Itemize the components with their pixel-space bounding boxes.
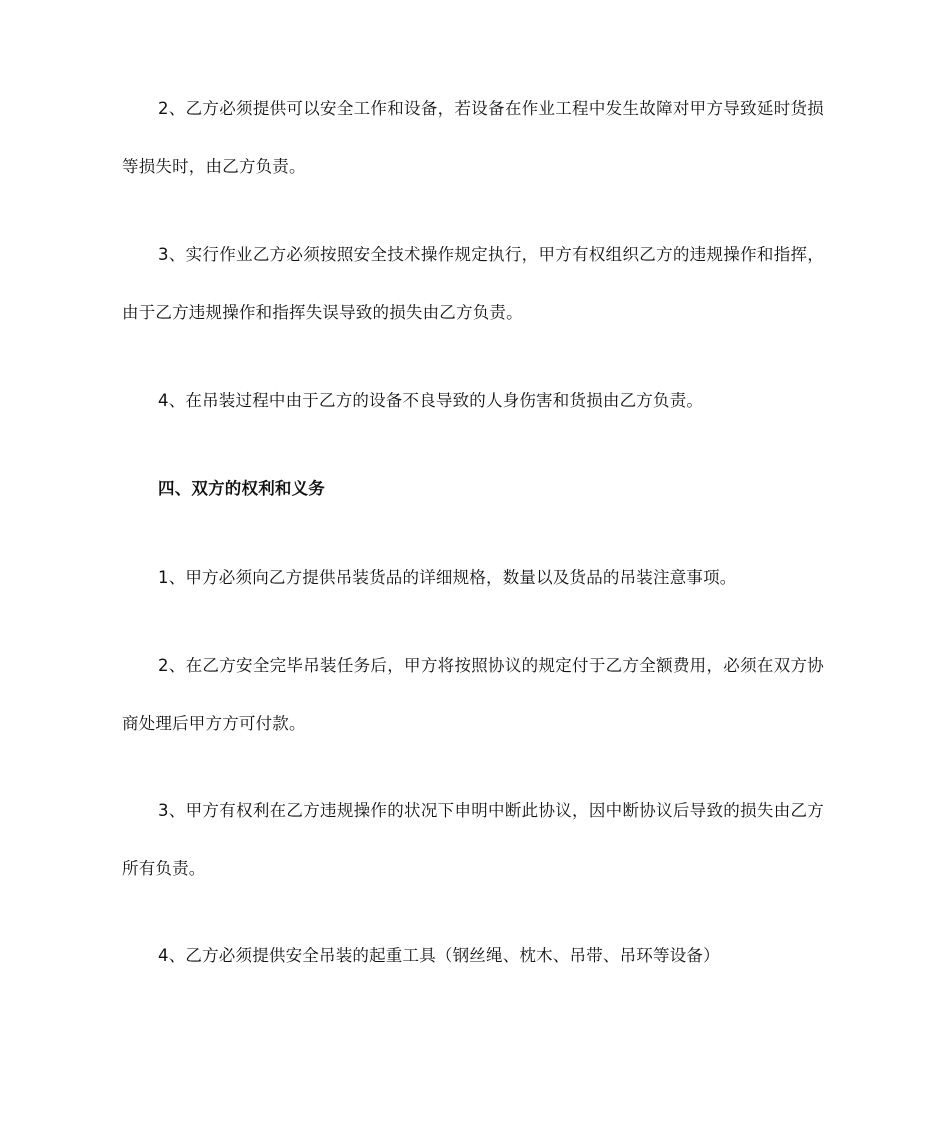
paragraph-rights-1: 1、甲方必须向乙方提供吊装货品的详细规格，数量以及货品的吊装注意事项。 [158, 568, 737, 587]
paragraph-rights-2: 2、在乙方安全完毕吊装任务后，甲方将按照协议的规定付于乙方全额费用，必须在双方协商处理后甲方方可付款。 [122, 656, 824, 733]
section-heading: 四、双方的权利和义务 [158, 479, 325, 498]
paragraph-rights-4: 4、乙方必须提供安全吊装的起重工具（钢丝绳、枕木、吊带、吊环等设备） [158, 946, 720, 965]
paragraph-clause-2: 2、乙方必须提供可以安全工作和设备，若设备在作业工程中发生故障对甲方导致延时货损等损失时，由乙方负责。 [122, 99, 824, 176]
paragraph-clause-4: 4、在吊装过程中由于乙方的设备不良导致的人身伤害和货损由乙方负责。 [158, 391, 704, 410]
paragraph-clause-3: 3、实行作业乙方必须按照安全技术操作规定执行，甲方有权组织乙方的违规操作和指挥，由于乙方违规操作和指挥失误导致的损失由乙方负责。 [122, 245, 824, 322]
paragraph-rights-3: 3、甲方有权利在乙方违规操作的状况下申明中断此协议，因中断协议后导致的损失由乙方所有负责。 [122, 801, 824, 878]
